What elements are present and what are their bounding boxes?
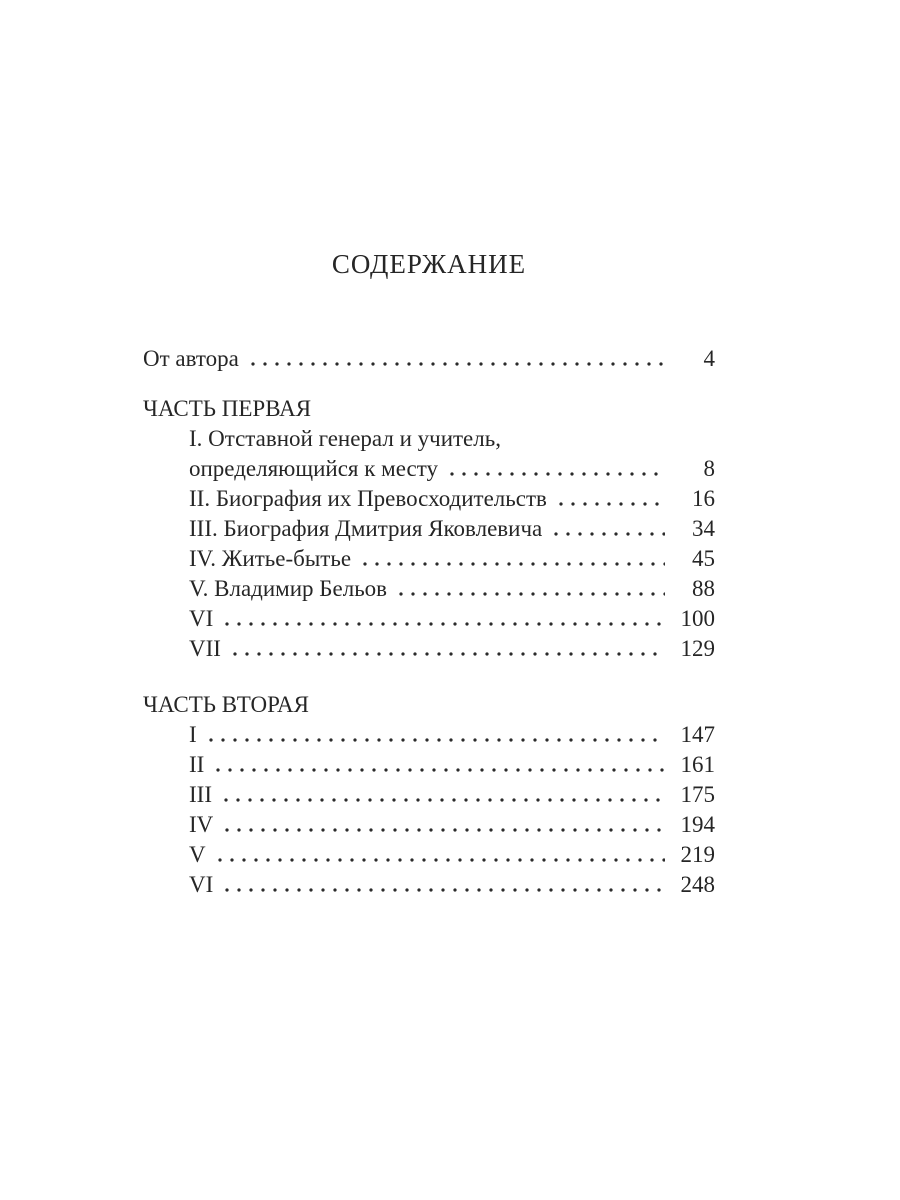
toc-entry-page: 129	[680, 636, 715, 661]
toc-entry-label: IV. Житье-бытье	[189, 546, 352, 571]
toc-entry	[143, 484, 715, 514]
toc-entry-label: V	[189, 842, 206, 867]
part-one-heading: ЧАСТЬ ПЕРВАЯ	[143, 396, 312, 421]
toc-entry-label: III	[189, 782, 212, 807]
toc-entry-page: 147	[680, 722, 715, 747]
dot-leader	[550, 532, 665, 536]
toc-entry	[143, 720, 715, 750]
dot-leader	[221, 828, 665, 832]
toc-entry-label: определяющийся к месту	[189, 456, 438, 481]
dot-leader	[214, 858, 665, 862]
dot-leader	[555, 502, 665, 506]
toc-entry-label: I. Отставной генерал и учитель,	[189, 426, 501, 451]
dot-leader	[221, 622, 665, 626]
toc-entry-label: От автора	[143, 346, 239, 371]
toc-entry	[143, 454, 715, 484]
part-two-heading: ЧАСТЬ ВТОРАЯ	[143, 692, 309, 717]
dot-leader	[221, 888, 665, 892]
toc-entry-label: VII	[189, 636, 221, 661]
toc-entry-label: VI	[189, 606, 214, 631]
toc-entry	[143, 604, 715, 634]
toc-entry-page: 34	[692, 516, 715, 541]
dot-leader	[359, 562, 665, 566]
dot-leader	[446, 472, 665, 476]
toc-entry-page: 219	[680, 842, 715, 867]
toc-entry	[143, 634, 715, 664]
toc-entry-label: VI	[189, 872, 214, 897]
toc-entry	[143, 424, 715, 454]
page-title: СОДЕРЖАНИЕ	[331, 249, 527, 279]
dot-leader	[212, 768, 665, 772]
toc-entry-page: 248	[680, 872, 715, 897]
dot-leader	[395, 592, 665, 596]
dot-leader	[205, 738, 665, 742]
toc-entry	[143, 344, 715, 374]
toc-entry-label: IV	[189, 812, 214, 837]
toc-entry-page: 161	[680, 752, 715, 777]
toc-entry-page: 45	[692, 546, 715, 571]
toc-entry-label: II	[189, 752, 205, 777]
table-of-contents	[143, 344, 715, 900]
toc-entry-page: 4	[703, 346, 715, 371]
toc-entry	[143, 750, 715, 780]
toc-entry	[143, 870, 715, 900]
dot-leader	[220, 798, 665, 802]
toc-entry-page: 8	[703, 456, 715, 481]
toc-entry-page: 88	[692, 576, 715, 601]
toc-entry	[143, 544, 715, 574]
toc-entry-page: 175	[680, 782, 715, 807]
dot-leader	[247, 362, 665, 366]
toc-entry-page: 16	[692, 486, 715, 511]
toc-entry-label: I	[189, 722, 197, 747]
dot-leader	[229, 652, 665, 656]
toc-entry-page: 100	[680, 606, 715, 631]
toc-entry-label: III. Биография Дмитрия Яковлевича	[189, 516, 543, 541]
toc-entry	[143, 574, 715, 604]
toc-entry-page: 194	[680, 812, 715, 837]
toc-entry	[143, 514, 715, 544]
toc-entry	[143, 780, 715, 810]
toc-entry-label: V. Владимир Бельов	[189, 576, 388, 601]
toc-entry	[143, 840, 715, 870]
toc-entry-label: II. Биография их Превосходительств	[189, 486, 547, 511]
toc-entry	[143, 810, 715, 840]
